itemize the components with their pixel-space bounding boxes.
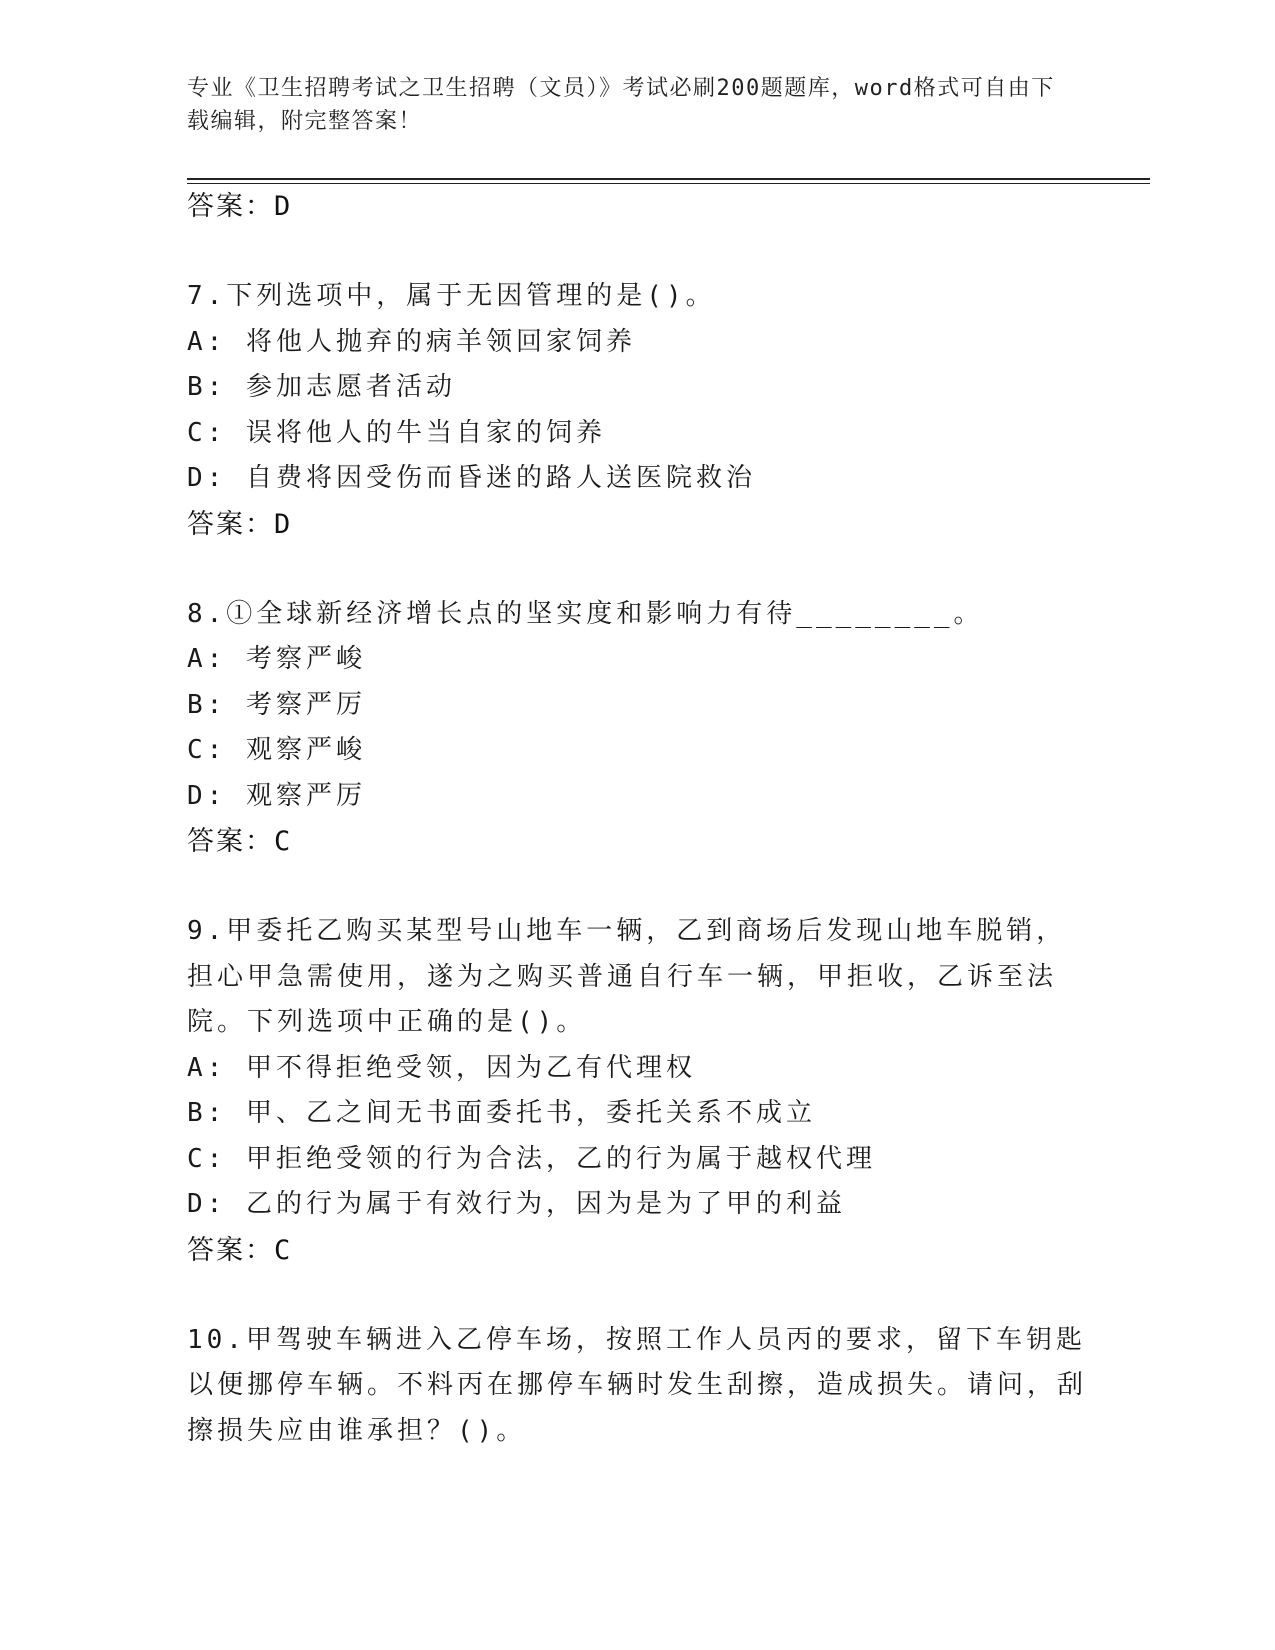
answer-value: C (274, 826, 293, 857)
question-block (187, 592, 1087, 866)
spacer (187, 230, 1087, 274)
answer-value: D (274, 508, 293, 540)
spacer (187, 865, 1087, 909)
answer-line (187, 502, 1087, 548)
page-header: 专业《卫生招聘考试之卫生招聘（文员）》考试必刷200题题库，word格式可自由下载编辑，附完整答案！ (187, 76, 1055, 134)
option-d: D: 乙的行为属于有效行为，因为是为了甲的利益 (187, 1189, 846, 1219)
spacer (187, 1274, 1087, 1318)
option-d: D: 观察严厉 (187, 780, 366, 811)
option-b: B: 甲、乙之间无书面委托书，委托关系不成立 (187, 1098, 816, 1128)
answer-label: 答案： (187, 1234, 274, 1266)
option-c: C: 甲拒绝受领的行为合法，乙的行为属于越权代理 (187, 1143, 876, 1174)
answer-line (187, 1228, 1087, 1274)
question-stem: 9.甲委托乙购买某型号山地车一辆，乙到商场后发现山地车脱销，担心甲急需使用，遂为之购买普通自行车一辆，甲拒收，乙诉至法院。下列选项中正确的是()。 (187, 916, 1067, 1037)
spacer (187, 548, 1087, 592)
option-a: A: 考察严峻 (187, 644, 366, 674)
header-rule-thick (187, 178, 1150, 180)
option-b: B: 考察严厉 (187, 689, 366, 720)
question-list (187, 184, 1087, 1454)
answer-value: C (274, 1234, 293, 1266)
option-b: B: 参加志愿者活动 (187, 372, 456, 402)
question-block (187, 274, 1087, 548)
answer-label: 答案： (187, 508, 274, 540)
option-a: A: 将他人抛弃的病羊领回家饲养 (187, 326, 636, 357)
question-stem: 8.①全球新经济增长点的坚实度和影响力有待________。 (187, 598, 984, 629)
question-stem: 10.甲驾驶车辆进入乙停车场，按照工作人员丙的要求，留下车钥匙以便挪停车辆。不料丙在挪停车辆时发生刮擦，造成损失。请问，刮擦损失应由谁承担？()。 (187, 1324, 1088, 1446)
question-stem: 7.下列选项中，属于无因管理的是()。 (187, 281, 716, 311)
answer-label: 答案： (187, 191, 274, 222)
answer-label: 答案： (187, 826, 274, 857)
option-a: A: 甲不得拒绝受领，因为乙有代理权 (187, 1052, 696, 1083)
answer-value: D (274, 191, 293, 222)
answer-line (187, 819, 1087, 865)
option-d: D: 自费将因受伤而昏迷的路人送医院救治 (187, 463, 756, 493)
option-c: C: 观察严峻 (187, 735, 366, 765)
question-block (187, 1318, 1087, 1455)
option-c: C: 误将他人的牛当自家的饲养 (187, 417, 606, 448)
question-block (187, 909, 1087, 1274)
answer-line (187, 184, 1087, 230)
